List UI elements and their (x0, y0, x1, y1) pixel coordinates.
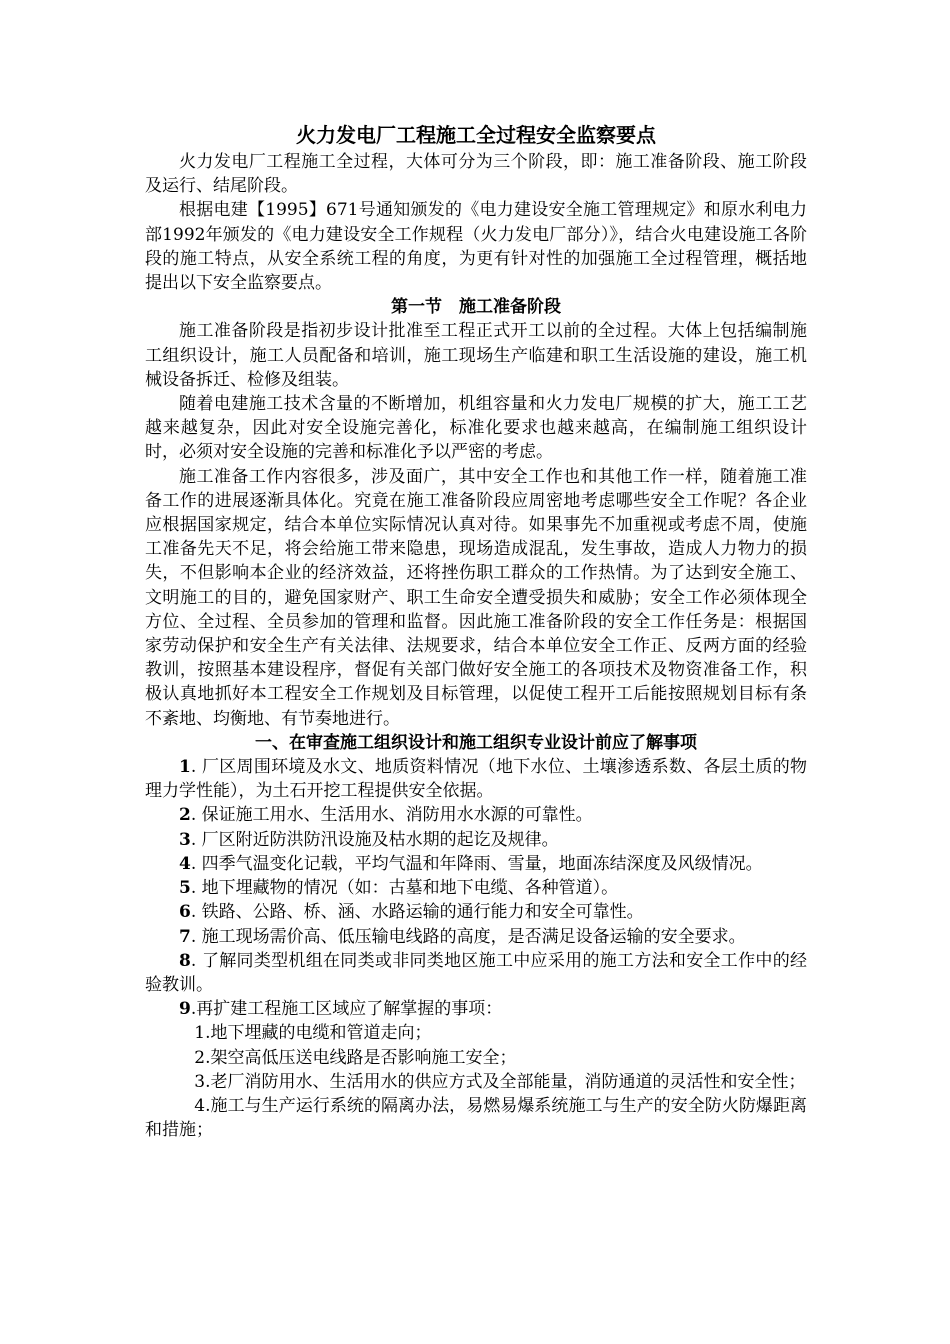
list-item-number: 9 (179, 999, 191, 1020)
list-item-text: . 地下埋藏物的情况（如：古墓和地下电缆、各种管道）。 (190, 878, 619, 899)
sub-list-item-3: 3.老厂消防用水、生活用水的供应方式及全部能量，消防通道的灵活性和安全性； (194, 1071, 806, 1092)
sub-list-item-1: 1.地下埋藏的电缆和管道走向； (194, 1023, 432, 1044)
list-item-text: . 保证施工用水、生活用水、消防用水水源的可靠性。 (190, 805, 593, 826)
document-title: 火力发电厂工程施工全过程安全监察要点 (296, 123, 656, 147)
subsection-1-heading: 一、在审查施工组织设计和施工组织专业设计前应了解事项 (255, 732, 697, 753)
list-item-6 (145, 900, 807, 924)
list-item-4 (145, 852, 807, 876)
list-item-1 (145, 755, 807, 803)
list-item-8 (145, 949, 807, 997)
list-item-text: . 铁路、公路、桥、涵、水路运输的通行能力和安全可靠性。 (190, 902, 644, 923)
list-item-number: 6 (179, 902, 191, 923)
section-1-paragraph-2: 随着电建施工技术含量的不断增加，机组容量和火力发电厂规模的扩大，施工工艺越来越复杂，因此对安全设施完善化，标准化要求也越来越高，在编制施工组织设计时，必须对安全设施的完善和标准化予以严密的考虑。 (145, 394, 807, 463)
list-item-number: 7 (179, 926, 191, 947)
list-item-3 (145, 828, 807, 852)
list-item-text: . 厂区周围环境及水文、地质资料情况（地下水位、土壤渗透系数、各层土质的物理力学性能），为土石开挖工程提供安全依据。 (145, 757, 807, 802)
intro-paragraph-1: 火力发电厂工程施工全过程，大体可分为三个阶段，即：施工准备阶段、施工阶段及运行、结尾阶段。 (145, 152, 807, 197)
list-item-text: . 厂区附近防洪防汛设施及枯水期的起讫及规律。 (190, 829, 559, 850)
list-item-number: 2 (179, 805, 191, 826)
list-item-2 (145, 803, 807, 827)
sub-list-item-2: 2.架空高低压送电线路是否影响施工安全； (194, 1047, 517, 1068)
list-item-text: . 施工现场需价高、低压输电线路的高度，是否满足设备运输的安全要求。 (190, 926, 746, 947)
list-item-5 (145, 876, 807, 900)
list-item-text: .再扩建工程施工区域应了解掌握的事项： (190, 999, 503, 1020)
list-item-number: 5 (179, 878, 191, 899)
list-item-9 (145, 997, 807, 1021)
document-page (145, 120, 807, 1142)
list-item-number: 8 (179, 950, 191, 971)
sub-list-item-4: 4.施工与生产运行系统的隔离办法，易燃易爆系统施工与生产的安全防火防爆距离和措施； (145, 1095, 807, 1141)
intro-paragraph-2: 根据电建【1995】671号通知颁发的《电力建设安全施工管理规定》和原水利电力部1992年颁发的《电力建设安全工作规程（火力发电厂部分）》，结合火电建设施工各阶段的施工特点，从安全系统工程的角度，为更有针对性的加强施工全过程管理，概括地提出以下安全监察要点。 (145, 200, 807, 294)
list-item-7 (145, 925, 807, 949)
list-item-number: 1 (179, 757, 191, 778)
list-item-number: 4 (179, 853, 191, 874)
list-item-text: . 了解同类型机组在同类或非同类地区施工中应采用的施工方法和安全工作中的经验教训。 (145, 950, 807, 995)
list-item-text: . 四季气温变化记载，平均气温和年降雨、雪量，地面冻结深度及风级情况。 (190, 853, 763, 874)
section-1-heading: 第一节 施工准备阶段 (391, 297, 561, 318)
section-1-paragraph-3: 施工准备工作内容很多，涉及面广，其中安全工作也和其他工作一样，随着施工准备工作的进展逐渐具体化。究竟在施工准备阶段应周密地考虑哪些安全工作呢？各企业应根据国家规定，结合本单位实际情况认真对待。如果事先不加重视或考虑不周，使施工准备先天不足，将会给施工带来隐患，现场造成混乱，发生事故，造成人力物力的损失，不但影响本企业的经济效益，还将挫伤职工群众的工作热情。为了达到安全施工、文明施工的目的，避免国家财产、职工生命安全遭受损失和威胁；安全工作必须体现全方位、全过程、全员参加的管理和监督。因此施工准备阶段的安全工作任务是：根据国家劳动保护和安全生产有关法律、法规要求，结合本单位安全工作正、反两方面的经验教训，按照基本建设程序，督促有关部门做好安全施工的各项技术及物资准备工作，积极认真地抓好本工程安全工作规划及目标管理，以促使工程开工后能按照规划目标有条不紊地、均衡地、有节奏地进行。 (145, 466, 807, 729)
section-1-paragraph-1: 施工准备阶段是指初步设计批准至工程正式开工以前的全过程。大体上包括编制施工组织设计，施工人员配备和培训，施工现场生产临建和职工生活设施的建设，施工机械设备拆迁、检修及组装。 (145, 321, 807, 390)
list-item-number: 3 (179, 829, 191, 850)
